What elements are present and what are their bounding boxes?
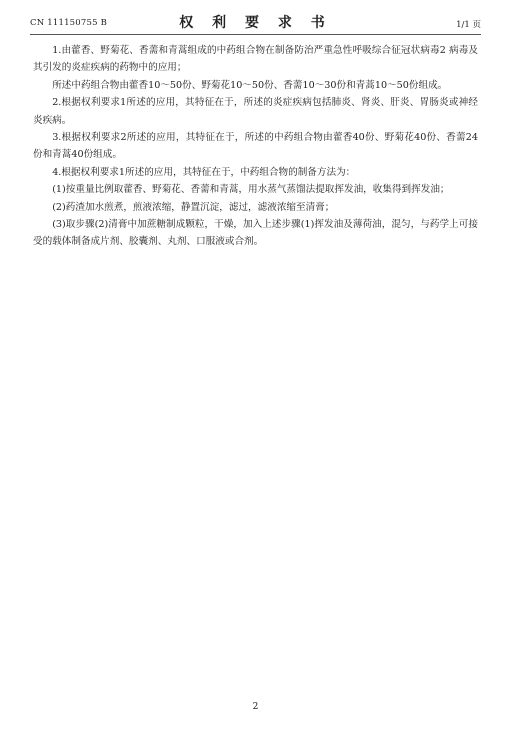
- document-number: CN 111150755 B: [30, 18, 108, 28]
- claim-2-paragraph: 2.根据权利要求1所述的应用，其特征在于，所述的炎症疾病包括肺炎、肾炎、肝炎、胃肠炎或神经炎疾病。: [33, 97, 478, 126]
- claim-4-step-1: (1)按重量比例取藿香、野菊花、香薷和青蒿，用水蒸气蒸馏法提取挥发油，收集得到挥发油；: [52, 184, 450, 196]
- page-title: 权 利 要 求 书: [179, 15, 332, 31]
- claim-4-step-3: (3)取步骤(2)清膏中加蔗糖制成颗粒，干燥，加入上述步骤(1)挥发油及薄荷油，混匀，与药学上可接受的载体制备成片剂、胶囊剂、丸剂、口服液或合剂。: [33, 219, 478, 248]
- claim-4-paragraph: 4.根据权利要求1所述的应用，其特征在于，中药组合物的制备方法为：: [52, 166, 356, 178]
- claim-1-composition-paragraph: 所述中药组合物由藿香10～50份、野菊花10～50份、香薷10～30份和青蒿10～50份组成。: [52, 79, 448, 91]
- page-info: 1/1 页: [456, 20, 481, 30]
- page-number: 2: [252, 702, 259, 712]
- claims-body: [33, 42, 478, 251]
- page-header: [30, 12, 481, 32]
- claim-4-step-2: (2)药渣加水煎煮，煎液浓缩，静置沉淀，滤过，滤液浓缩至清膏；: [52, 201, 335, 213]
- claim-1-paragraph: 1.由藿香、野菊花、香薷和青蒿组成的中药组合物在制备防治严重急性呼吸综合征冠状病毒2 病毒及其引发的炎症疾病的药物中的应用；: [33, 45, 478, 74]
- header-divider: [30, 34, 481, 35]
- claim-3-paragraph: 3.根据权利要求2所述的应用，其特征在于，所述的中药组合物由藿香40份、野菊花40份、香薷24份和青蒿40份组成。: [33, 132, 478, 161]
